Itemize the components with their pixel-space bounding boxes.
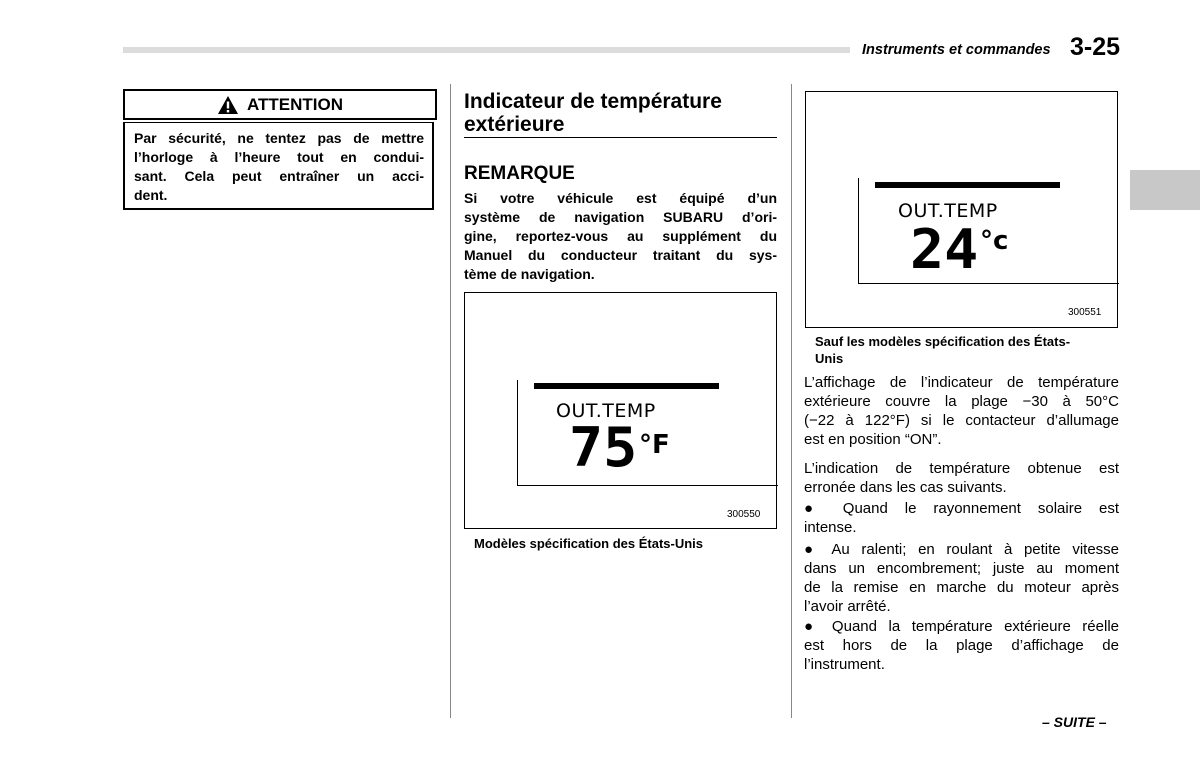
text-line: ● Quand le rayonnement solaire est	[804, 500, 1119, 517]
note-line: Si votre véhicule est équipé d’un	[464, 190, 777, 206]
note-line: gine, reportez-vous au supplément du	[464, 228, 777, 244]
caption-line: Unis	[815, 351, 844, 366]
column-divider-left	[450, 84, 451, 718]
text-line: l’avoir arrêté.	[804, 598, 891, 615]
figure-us-display	[464, 292, 777, 529]
text-line: ● Quand la température extérieure réelle	[804, 618, 1119, 635]
paragraph-range	[804, 373, 1119, 449]
note-text	[464, 189, 777, 284]
lcd-top-bar	[875, 182, 1060, 188]
text-line: L’affichage de l’indicateur de température	[804, 374, 1119, 391]
warning-icon	[217, 95, 239, 115]
bullet-sun	[804, 499, 1119, 537]
text-line: dans un encombrement; juste au moment	[804, 560, 1119, 577]
attention-header	[123, 89, 437, 120]
section-title: Instruments et commandes	[862, 42, 1051, 58]
attention-line: Par sécurité, ne tentez pas de mettre	[134, 130, 424, 146]
text-line: L’indication de température obtenue est	[804, 460, 1119, 477]
attention-line: dent.	[134, 187, 168, 203]
heading-line: Indicateur de température	[464, 90, 722, 113]
text-line: de la remise en marche du moteur après	[804, 579, 1119, 596]
lcd-top-bar	[534, 383, 719, 389]
chapter-tab	[1130, 170, 1200, 210]
figure-code: 300551	[1068, 307, 1102, 318]
text-line: est hors de la plage d’affichage de	[804, 637, 1119, 654]
figure-code: 300550	[727, 509, 761, 520]
attention-label: ATTENTION	[246, 94, 343, 114]
header-rule	[123, 47, 850, 53]
bullet-out-of-range	[804, 617, 1119, 674]
note-line: tème de navigation.	[464, 266, 595, 282]
caption-line: Sauf les modèles spécification des États-	[815, 334, 1071, 349]
heading-line: extérieure	[464, 113, 565, 136]
figure-us-caption: Modèles spécification des États-Unis	[474, 536, 704, 551]
lcd-label: OUT.TEMP	[898, 200, 998, 222]
page-number: 3-25	[1070, 33, 1121, 61]
section-heading	[464, 90, 784, 136]
lcd-temperature-value: 24	[910, 218, 979, 281]
lcd-temperature-value: 75	[569, 416, 638, 479]
text-line: intense.	[804, 519, 857, 536]
lcd-temperature-unit: °c	[980, 226, 1009, 256]
text-line: ● Au ralenti; en roulant à petite vitesse	[804, 541, 1119, 558]
text-line: extérieure couvre la plage −30 à 50°C	[804, 393, 1119, 410]
heading-rule	[464, 137, 777, 138]
text-line: l’instrument.	[804, 656, 885, 673]
note-line: Manuel du conducteur traitant du sys-	[464, 247, 777, 263]
attention-line: sant. Cela peut entraîner un acci-	[134, 168, 424, 184]
bullet-idle	[804, 540, 1119, 616]
lcd-temperature-unit: °F	[639, 430, 670, 460]
column-divider-right	[791, 84, 792, 718]
text-line: erronée dans les cas suivants.	[804, 479, 1007, 496]
note-line: système de navigation SUBARU d’ori-	[464, 209, 777, 225]
lcd-label: OUT.TEMP	[556, 400, 656, 422]
continued-marker: – SUITE –	[1042, 714, 1107, 730]
attention-line: l’horloge à l’heure tout en condui-	[134, 149, 424, 165]
paragraph-errors	[804, 459, 1119, 497]
attention-text	[134, 129, 424, 205]
text-line: (−22 à 122°F) si le contacteur d’allumage	[804, 412, 1119, 429]
text-line: est en position “ON”.	[804, 431, 942, 448]
figure-other-display	[805, 91, 1118, 328]
figure-other-caption	[815, 333, 1120, 367]
note-heading: REMARQUE	[464, 163, 575, 184]
